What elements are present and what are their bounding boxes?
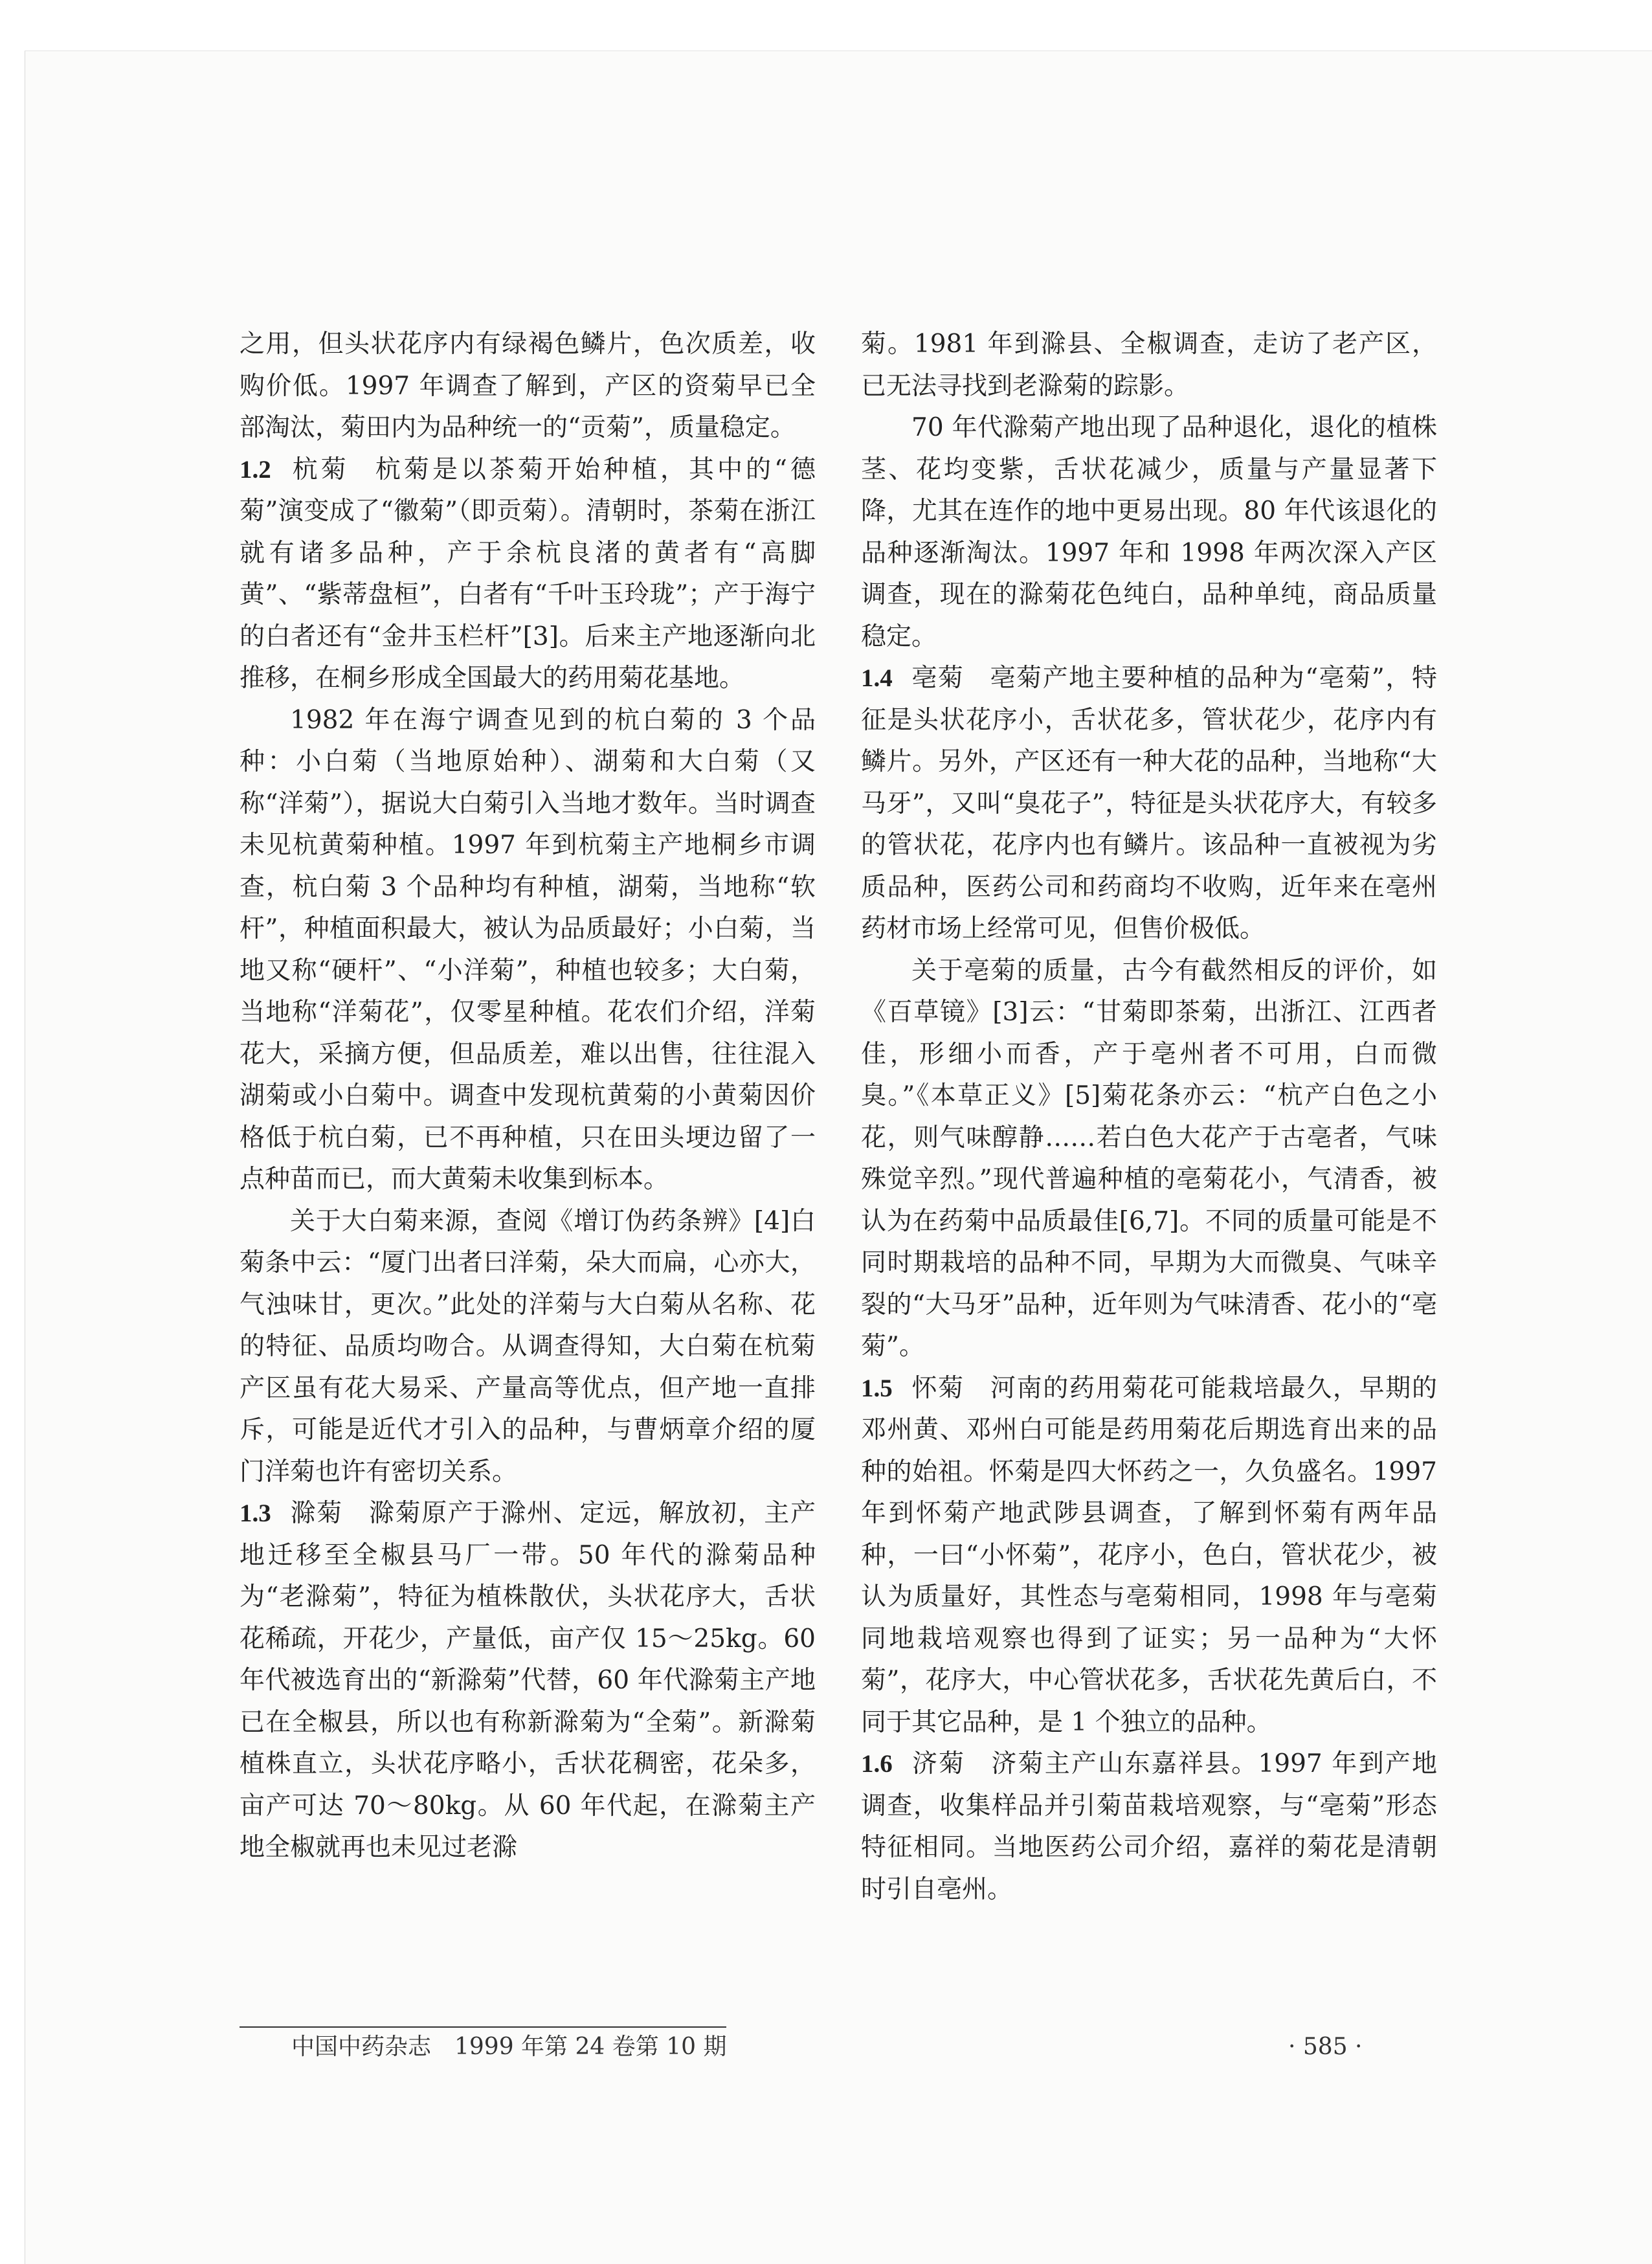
paragraph: 关于亳菊的质量，古今有截然相反的评价，如《百草镜》[3]云：“甘菊即茶菊，出浙江、江西者佳，形细小而香，产于亳州者不可用，白而微臭。”《本草正义》[5]菊花条亦云：“杭产白色之小花，则气味醇静……若白色大花产于古亳者，气味殊觉辛烈。”现代普遍种植的亳菊花小，气清香，被认为在药菊中品质最佳[6,7]。不同的质量可能是不同时期栽培的品种不同，早期为大而微臭、气味辛裂的“大马牙”品种，近年则为气味清香、花小的“亳菊”。 — [861, 956, 1437, 1361]
section-text: 滁菊原产于滁州、定远，解放初，主产地迁移至全椒县马厂一带。50 年代的滁菊品种为“老滁菊”，特征为植株散伏，头状花序大，舌状花稀疏，开花少，产量低，亩产仅 15～25kg。60 年代被选育出的“新滁菊”代替，60 年代滁菊主产地已在全椒县，所以也有称新滁菊为“全菊”。新滁菊植株直立，头状花序略小，舌状花稠密，花朵多，亩产可达 70～80kg。从 60 年代起，在滁菊主产地全椒就再也未见过老滁 — [240, 1499, 816, 1862]
section-1-2 — [240, 449, 816, 700]
section-text: 杭菊是以茶菊开始种植，其中的“德菊”演变成了“徽菊”（即贡菊）。清朝时，茶菊在浙江就有诸多品种，产于余杭良渚的黄者有“高脚黄”、“紫蒂盘桓”，白者有“千叶玉玲珑”；产于海宁的白者还有“金井玉栏杆”[3]。后来主产地逐渐向北推移，在桐乡形成全国最大的药用菊花基地。 — [240, 454, 816, 693]
paragraph: 70 年代滁菊产地出现了品种退化，退化的植株茎、花均变紫，舌状花减少，质量与产量显著下降，尤其在连作的地中更易出现。80 年代该退化的品种逐渐淘汰。1997 年和 1998 年两次深入产区调查，现在的滁菊花色纯白，品种单纯，商品质量稳定。 — [861, 413, 1437, 651]
right-column — [861, 324, 1437, 1911]
left-column — [240, 324, 816, 1869]
section-number: 1.5 — [861, 1374, 893, 1402]
section-number: 1.2 — [240, 455, 271, 484]
section-title: 济菊 — [910, 1749, 966, 1778]
paragraph: 之用，但头状花序内有绿褐色鳞片，色次质差，收购价低。1997 年调查了解到，产区的资菊早已全部淘汰，菊田内为品种统一的“贡菊”，质量稳定。 — [240, 330, 816, 442]
section-number: 1.4 — [861, 664, 893, 692]
paragraph: 1982 年在海宁调查见到的杭白菊的 3 个品种：小白菊（当地原始种）、湖菊和大白菊（又称“洋菊”），据说大白菊引入当地才数年。当时调查未见杭黄菊种植。1997 年到杭菊主产地桐乡市调查，杭白菊 3 个品种均有种植，湖菊，当地称“软杆”，种植面积最大，被认为品质最好；小白菊，当地又称“硬杆”、“小洋菊”，种植也较多；大白菊，当地称“洋菊花”，仅零星种植。花农们介绍，洋菊花大，采摘方便，但品质差，难以出售，往往混入湖菊或小白菊中。调查中发现杭黄菊的小黄菊因价格低于杭白菊，已不再种植，只在田头埂边留了一点种苗而已，而大黄菊未收集到标本。 — [240, 705, 816, 1194]
section-1-5 — [861, 1368, 1437, 1744]
section-title: 杭菊 — [289, 454, 350, 484]
paragraph: 菊。1981 年到滁县、全椒调查，走访了老产区，已无法寻找到老滁菊的踪影。 — [861, 330, 1437, 401]
section-title: 亳菊 — [910, 664, 965, 693]
section-title: 滁菊 — [289, 1499, 343, 1528]
section-text: 河南的药用菊花可能栽培最久，早期的邓州黄、邓州白可能是药用菊花后期选育出来的品种的始祖。怀菊是四大怀药之一，久负盛名。1997 年到怀菊产地武陟县调查，了解到怀菊有两年品种，一曰“小怀菊”，花序小，色白，管状花少，被认为质量好，其性态与亳菊相同，1998 年与亳菊同地栽培观察也得到了证实；另一品种为“大怀菊”，花序大，中心管状花多，舌状花先黄后白，不同于其它品种，是 1 个独立的品种。 — [861, 1373, 1437, 1737]
section-number: 1.6 — [861, 1750, 893, 1778]
paragraph: 关于大白菊来源，查阅《增订伪药条辨》[4]白菊条中云：“厦门出者曰洋菊，朵大而扁，心亦大，气浊味甘，更次。”此处的洋菊与大白菊从名称、花的特征、品质均吻合。从调查得知，大白菊在杭菊产区虽有花大易采、产量高等优点，但产地一直排斥，可能是近代才引入的品种，与曹炳章介绍的厦门洋菊也许有密切关系。 — [240, 1206, 816, 1486]
footer-rule — [240, 2026, 726, 2028]
section-text: 亳菊产地主要种植的品种为“亳菊”，特征是头状花序小，舌状花多，管状花少，花序内有鳞片。另外，产区还有一种大花的品种，当地称“大马牙”，又叫“臭花子”，特征是头状花序大，有较多的管状花，花序内也有鳞片。该品种一直被视为劣质品种，医药公司和药商均不收购，近年来在亳州药材市场上经常可见，但售价极低。 — [861, 664, 1437, 943]
section-text: 济菊主产山东嘉祥县。1997 年到产地调查，收集样品并引菊苗栽培观察，与“亳菊”形态特征相同。当地医药公司介绍，嘉祥的菊花是清朝时引自亳州。 — [861, 1749, 1437, 1904]
section-1-6 — [861, 1743, 1437, 1911]
footer-journal-citation: 中国中药杂志 1999 年第 24 卷第 10 期 — [291, 2034, 727, 2060]
section-title: 怀菊 — [910, 1373, 965, 1403]
page-number: · 585 · — [1288, 2034, 1363, 2060]
section-number: 1.3 — [240, 1499, 271, 1527]
section-1-4 — [861, 658, 1437, 950]
section-1-3 — [240, 1493, 816, 1869]
